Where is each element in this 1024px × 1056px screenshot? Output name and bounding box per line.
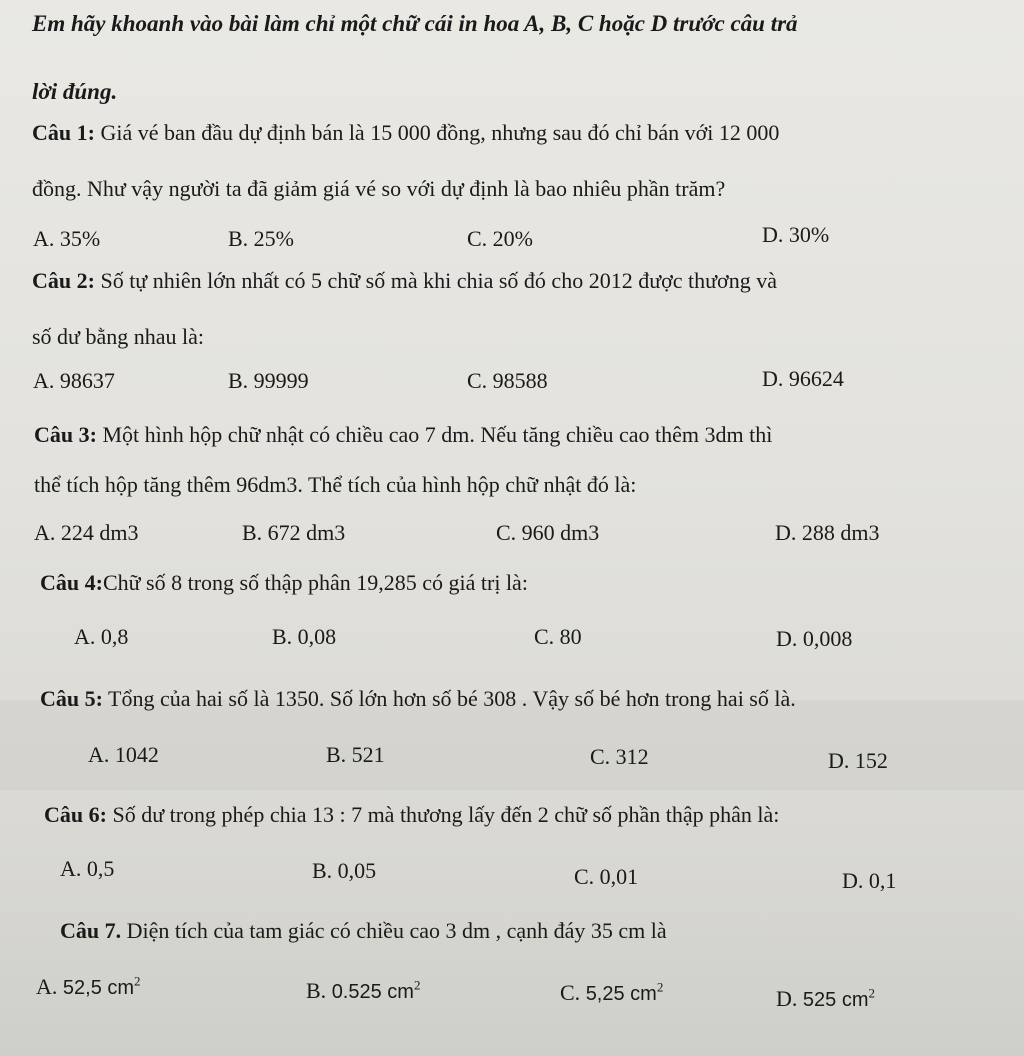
question-3-text-1: Một hình hộp chữ nhật có chiều cao 7 dm. Nếu tăng chiều cao thêm 3dm thì	[96, 422, 773, 447]
question-7-option-b[interactable]	[306, 977, 421, 1003]
question-6-option-d[interactable]: D. 0,1	[842, 868, 897, 893]
instruction-line-2: lời đúng.	[32, 79, 118, 104]
question-4-line-1	[40, 572, 528, 594]
question-2-line-1	[32, 270, 777, 292]
question-4-option-d[interactable]: D. 0,008	[776, 626, 853, 651]
question-6-option-a[interactable]: A. 0,5	[60, 856, 115, 881]
question-7-option-d-exponent: 2	[868, 985, 875, 1001]
question-1-option-a[interactable]: A. 35%	[33, 226, 101, 251]
question-7-option-b-exponent: 2	[413, 977, 421, 993]
question-7-line-1	[60, 920, 667, 942]
question-5-option-a[interactable]: A. 1042	[88, 742, 159, 767]
question-5-label: Câu 5:	[40, 686, 103, 711]
question-4-option-b[interactable]: B. 0,08	[272, 624, 337, 649]
question-7-option-a-letter: A.	[36, 974, 58, 999]
question-7-option-c-letter: C.	[560, 980, 581, 1005]
question-5-text-1: Tổng của hai số là 1350. Số lớn hơn số bé 308 . Vậy số bé hơn trong hai số là.	[102, 686, 796, 711]
question-1-option-b[interactable]: B. 25%	[228, 226, 294, 251]
question-3-option-d[interactable]: D. 288 dm3	[775, 520, 880, 545]
question-3-text-2: thể tích hộp tăng thêm 96dm3. Thể tích của hình hộp chữ nhật đó là:	[34, 472, 637, 497]
question-2-option-d[interactable]: D. 96624	[762, 366, 844, 391]
question-2-option-a[interactable]: A. 98637	[33, 368, 115, 393]
question-1-option-d[interactable]: D. 30%	[762, 222, 830, 247]
question-7-option-d-value: 525 cm	[802, 989, 869, 1011]
question-1-option-c[interactable]: C. 20%	[467, 226, 533, 251]
question-1-text-1: Giá vé ban đầu dự định bán là 15 000 đồng, nhưng sau đó chỉ bán với 12 000	[94, 120, 780, 145]
question-4-text-1: Chữ số 8 trong số thập phân 19,285 có giá trị là:	[102, 570, 528, 595]
question-5-option-c[interactable]: C. 312	[590, 744, 649, 769]
question-4-label: Câu 4:	[40, 570, 103, 595]
question-7-option-d-letter: D.	[776, 986, 798, 1011]
question-7-text-1: Diện tích của tam giác có chiều cao 3 dm , cạnh đáy 35 cm là	[121, 918, 667, 943]
question-6-line-1	[44, 804, 779, 826]
question-6-option-c[interactable]: C. 0,01	[574, 864, 639, 889]
question-3-option-c[interactable]: C. 960 dm3	[496, 520, 600, 545]
question-2-label: Câu 2:	[32, 268, 95, 293]
question-4-option-c[interactable]: C. 80	[534, 624, 582, 649]
question-5-option-b[interactable]: B. 521	[326, 742, 385, 767]
question-1-label: Câu 1:	[32, 120, 95, 145]
question-3-line-1	[34, 424, 772, 446]
question-2-text-2: số dư bằng nhau là:	[32, 324, 205, 349]
question-7-option-b-value: 0.525 cm	[331, 981, 414, 1003]
question-6-text-1: Số dư trong phép chia 13 : 7 mà thương lấy đến 2 chữ số phần thập phân là:	[106, 802, 780, 827]
question-5-option-d[interactable]: D. 152	[828, 748, 888, 773]
question-4-option-a[interactable]: A. 0,8	[74, 624, 129, 649]
question-7-label: Câu 7.	[60, 918, 122, 943]
question-1-line-1	[32, 122, 779, 144]
question-7-option-d[interactable]	[776, 985, 875, 1011]
question-7-option-c[interactable]	[560, 979, 664, 1005]
question-7-option-a-exponent: 2	[134, 973, 141, 989]
question-2-option-c[interactable]: C. 98588	[467, 368, 548, 393]
question-2-text-1: Số tự nhiên lớn nhất có 5 chữ số mà khi chia số đó cho 2012 được thương và	[94, 268, 777, 293]
question-2-option-b[interactable]: B. 99999	[228, 368, 309, 393]
question-6-option-b[interactable]: B. 0,05	[312, 858, 377, 883]
question-7-option-a[interactable]	[36, 973, 141, 999]
question-6-label: Câu 6:	[44, 802, 107, 827]
question-5-line-1	[40, 688, 796, 710]
question-7-option-c-value: 5,25 cm	[585, 983, 657, 1005]
question-7-option-c-exponent: 2	[656, 979, 664, 995]
question-3-option-a[interactable]: A. 224 dm3	[34, 520, 139, 545]
instruction-line-1: Em hãy khoanh vào bài làm chỉ một chữ cái in hoa A, B, C hoặc D trước câu trả	[32, 11, 798, 36]
question-7-option-a-value: 52,5 cm	[62, 977, 135, 999]
question-3-option-b[interactable]: B. 672 dm3	[242, 520, 346, 545]
question-1-text-2: đồng. Như vậy người ta đã giảm giá vé so với dự định là bao nhiêu phần trăm?	[32, 176, 726, 201]
question-3-label: Câu 3:	[34, 422, 97, 447]
question-7-option-b-letter: B.	[306, 978, 327, 1003]
